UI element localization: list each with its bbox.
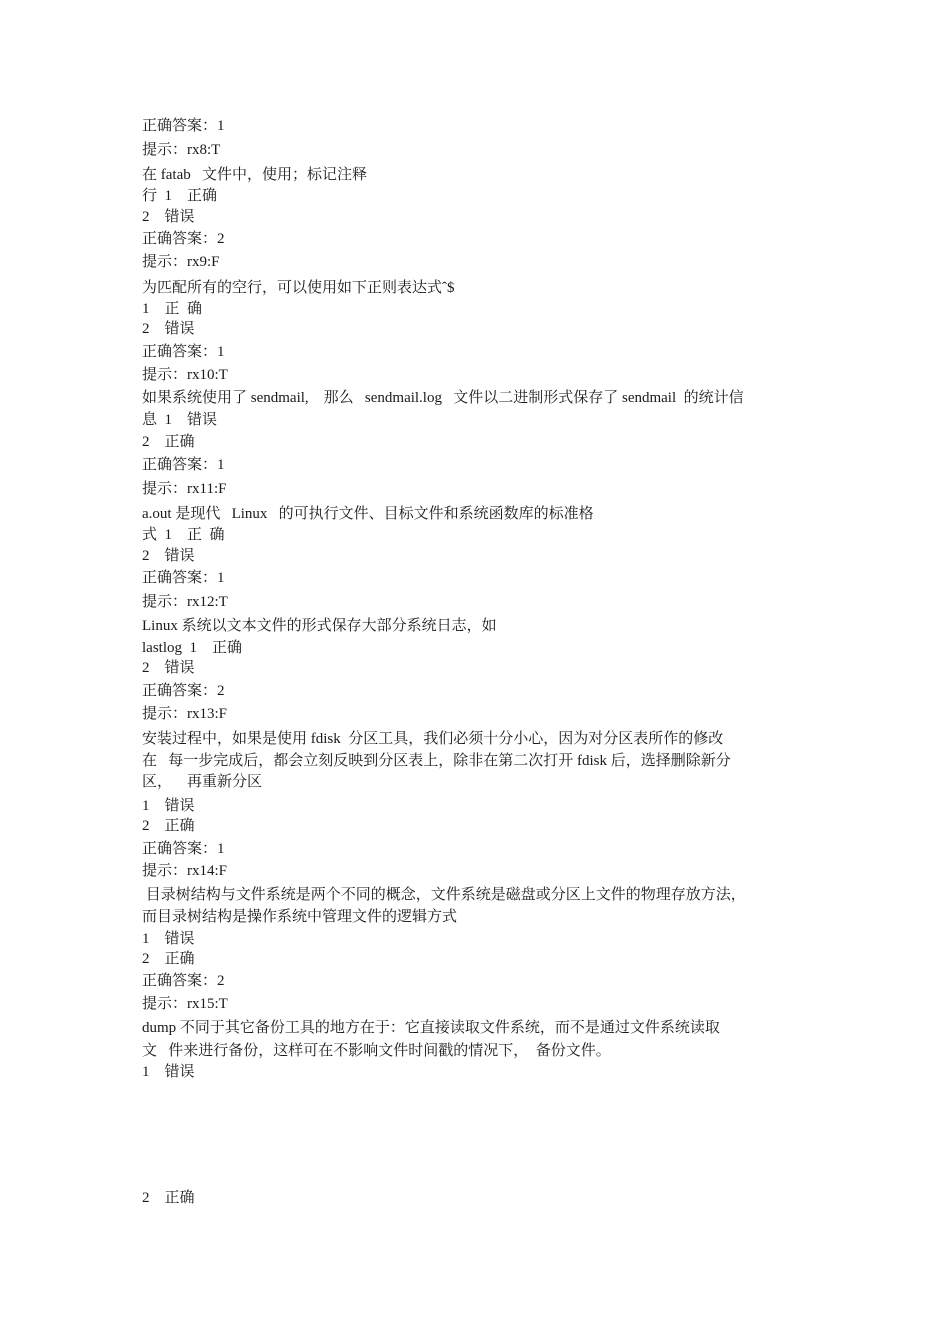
text-line: 正确答案：1 — [142, 118, 225, 134]
text-line: 1 错误 — [142, 931, 195, 947]
text-line: 2 错误 — [142, 660, 195, 676]
text-line: 正确答案：2 — [142, 973, 225, 989]
text-line: 2 正确 — [142, 951, 195, 967]
text-line: a.out 是现代 Linux 的可执行文件、目标文件和系统函数库的标准格 — [142, 506, 594, 522]
text-line: 提示：rx10:T — [142, 367, 228, 383]
text-line: 1 错误 — [142, 798, 195, 814]
text-line: 2 错误 — [142, 548, 195, 564]
text-line: 提示：rx12:T — [142, 594, 228, 610]
text-line: 提示：rx14:F — [142, 863, 228, 879]
text-line: 1 正 确 — [142, 301, 203, 317]
text-line: 为匹配所有的空行，可以使用如下正则表达式ˆ$ — [142, 280, 455, 296]
text-line: 正确答案：1 — [142, 457, 225, 473]
text-line: 正确答案：2 — [142, 683, 225, 699]
text-line: 正确答案：2 — [142, 231, 225, 247]
text-line: 行 1 正确 — [142, 188, 218, 204]
text-line: dump 不同于其它备份工具的地方在于：它直接读取文件系统，而不是通过文件系统读取 — [142, 1020, 720, 1036]
text-line: 2 正确 — [142, 434, 195, 450]
text-line: 2 正确 — [142, 1190, 195, 1206]
text-line: 提示：rx11:F — [142, 481, 227, 497]
text-line: 2 正确 — [142, 818, 195, 834]
text-line: 正确答案：1 — [142, 344, 225, 360]
text-line: 正确答案：1 — [142, 841, 225, 857]
text-line: 目录树结构与文件系统是两个不同的概念，文件系统是磁盘或分区上文件的物理存放方法， — [142, 887, 746, 903]
text-line: 在 每一步完成后，都会立刻反映到分区表上，除非在第二次打开 fdisk 后，选择删除新分 — [142, 753, 731, 769]
text-line: lastlog 1 正确 — [142, 640, 242, 656]
text-line: 提示：rx9:F — [142, 254, 220, 270]
text-line: 息 1 错误 — [142, 412, 218, 428]
text-line: 提示：rx13:F — [142, 706, 228, 722]
text-line: 1 错误 — [142, 1064, 195, 1080]
text-line: 区， 再重新分区 — [142, 774, 263, 790]
text-line: 而目录树结构是操作系统中管理文件的逻辑方式 — [142, 909, 458, 925]
text-line: Linux 系统以文本文件的形式保存大部分系统日志，如 — [142, 618, 497, 634]
text-line: 提示：rx15:T — [142, 996, 228, 1012]
text-line: 式 1 正 确 — [142, 527, 225, 543]
text-line: 2 错误 — [142, 321, 195, 337]
text-line: 在 fatab 文件中，使用；标记注释 — [142, 167, 367, 183]
text-line: 安装过程中，如果是使用 fdisk 分区工具，我们必须十分小心，因为对分区表所作的修改 — [142, 731, 724, 747]
text-line: 正确答案：1 — [142, 570, 225, 586]
text-line: 2 错误 — [142, 209, 195, 225]
text-line: 如果系统使用了 sendmail, 那么 sendmail.log 文件以二进制形式保存了 sendmail 的统计信 — [142, 390, 744, 406]
text-line: 文 件来进行备份，这样可在不影响文件时间戳的情况下， 备份文件。 — [142, 1043, 611, 1059]
text-line: 提示：rx8:T — [142, 142, 221, 158]
